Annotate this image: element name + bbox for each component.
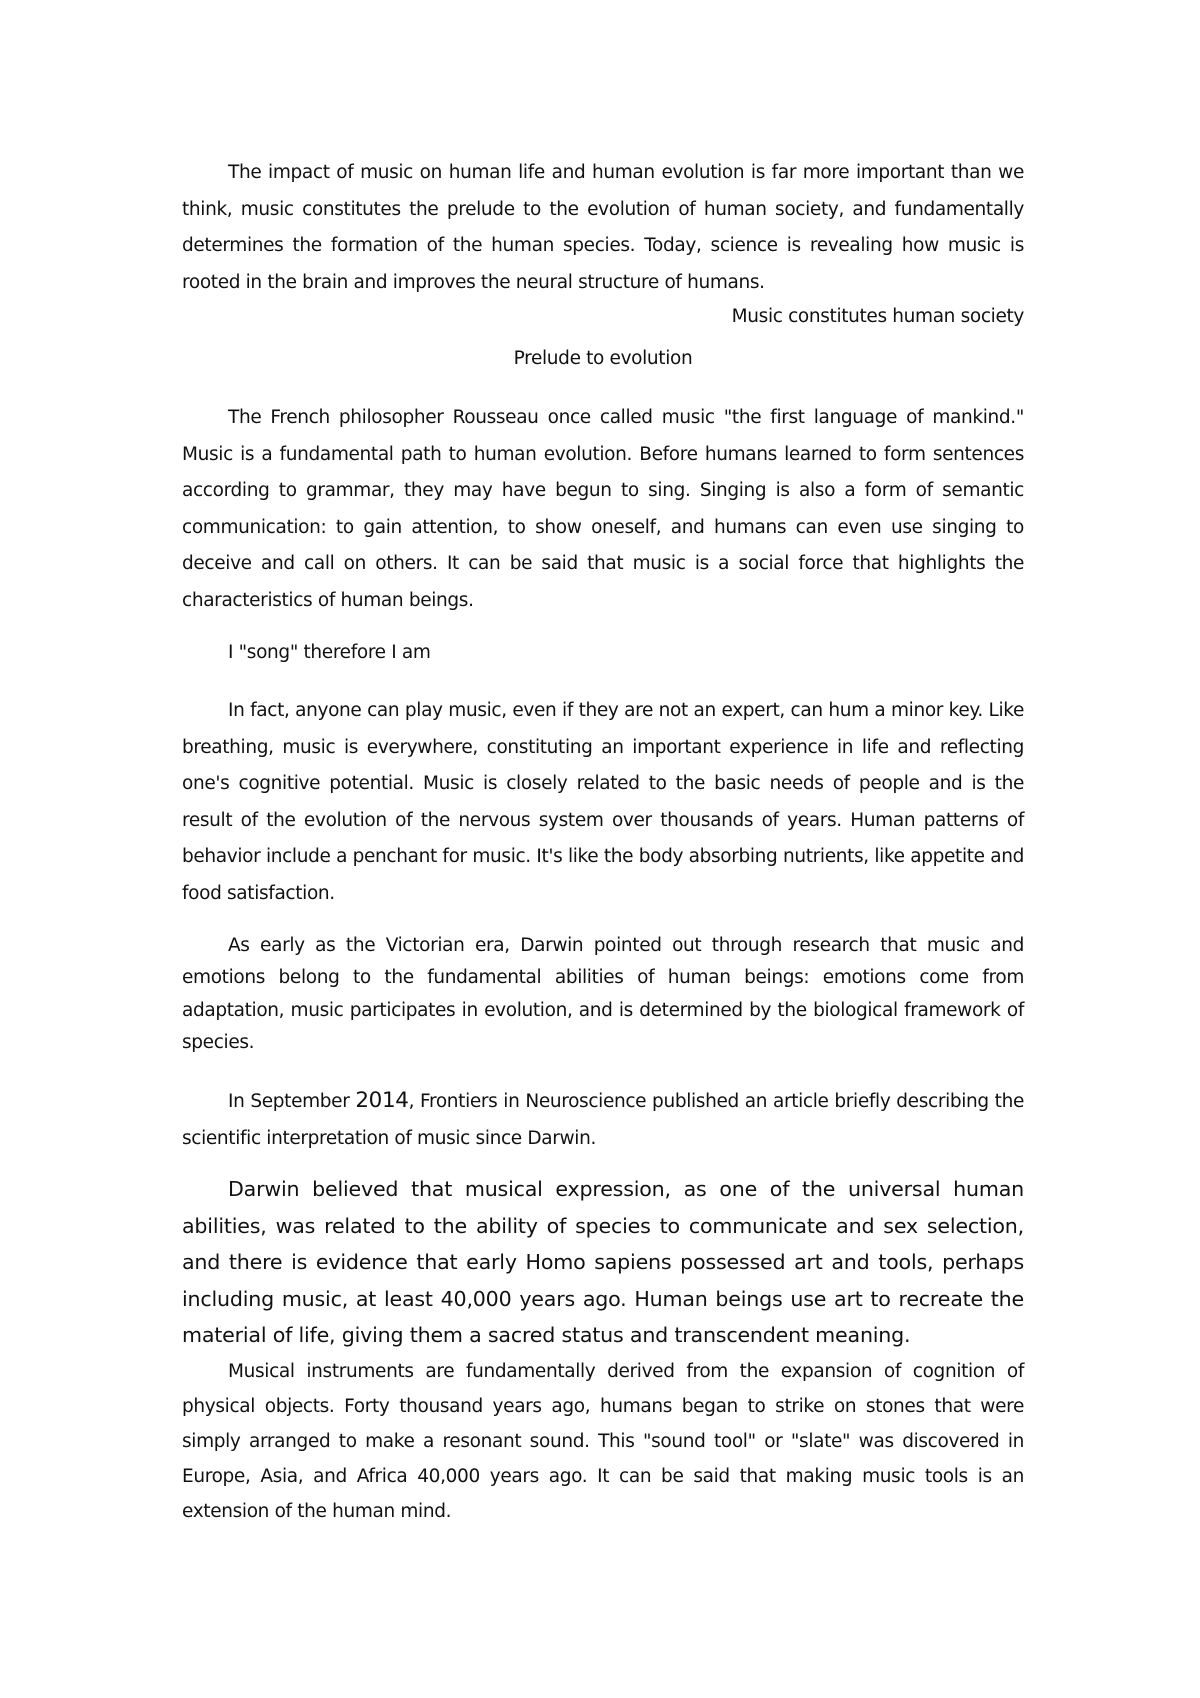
darwin-believed-paragraph: Darwin believed that musical expression, as one of the universal human abilities, was related to the ability of species to communicate and sex selection, and there is evidence that early Homo sapiens possessed art and tools, perhaps including music, at least 40,000 years ago. Human beings use art to recreate the material of life, giving them a sacred status and transcendent meaning. <box>182 1177 1024 1347</box>
september-2014-paragraph <box>182 1083 1024 1157</box>
heading-music-constitutes-society: Music constitutes human society <box>731 306 1024 327</box>
rousseau-paragraph: The French philosopher Rousseau once called music "the first language of mankind." Music is a fundamental path to human evolution. Before humans learned to form sentences according to grammar, they may have begun to sing. Singing is also a form of semantic communication: to gain attention, to show oneself, and humans can even use singing to deceive and call on others. It can be said that music is a social force that highlights the characteristics of human beings. <box>182 407 1024 611</box>
heading-song-therefore-i-am: I "song" therefore I am <box>228 642 431 663</box>
intro-paragraph: The impact of music on human life and human evolution is far more important than we think, music constitutes the prelude to the evolution of human society, and fundamentally determines the formation of the human species. Today, science is revealing how music is rooted in the brain and improves the neural structure of humans. <box>182 162 1024 293</box>
in-fact-paragraph: In fact, anyone can play music, even if they are not an expert, can hum a minor key. Like breathing, music is everywhere, constituting an important experience in life and reflecting one's cognitive potential. Music is closely related to the basic needs of people and is the result of the evolution of the nervous system over thousands of years. Human patterns of behavior include a penchant for music. It's like the body absorbing nutrients, like appetite and food satisfaction. <box>182 700 1024 904</box>
musical-instruments-paragraph: Musical instruments are fundamentally derived from the expansion of cognition of physical objects. Forty thousand years ago, humans began to strike on stones that were simply arranged to make a resonant sound. This "sound tool" or "slate" was discovered in Europe, Asia, and Africa 40,000 years ago. It can be said that making music tools is an extension of the human mind. <box>182 1361 1024 1522</box>
heading-prelude-to-evolution: Prelude to evolution <box>513 348 693 369</box>
september-text-after: , Frontiers in Neuroscience published an article briefly describing the scientific interpretation of music since Darwin. <box>182 1091 1024 1149</box>
september-text-before: In September <box>228 1091 356 1112</box>
darwin-victorian-paragraph: As early as the Victorian era, Darwin pointed out through research that music and emotions belong to the fundamental abilities of human beings: emotions come from adaptation, music participates in evolution, and is determined by the biological framework of species. <box>182 935 1024 1054</box>
september-year: 2014 <box>355 1088 409 1113</box>
